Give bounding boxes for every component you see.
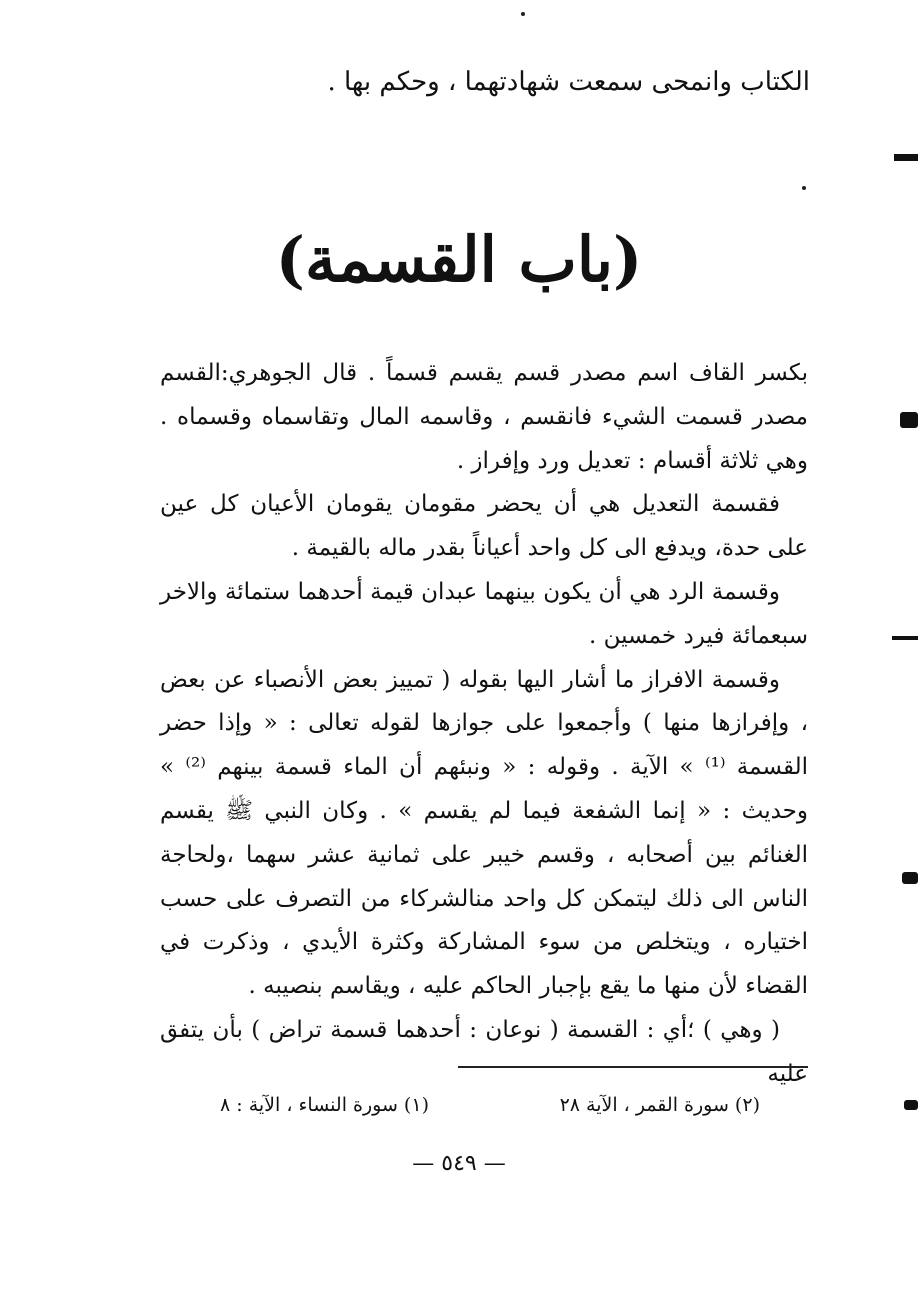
continuation-line: الكتاب وانمحى سمعت شهادتهما ، وحكم بها . <box>327 67 810 97</box>
scan-edge-mark <box>900 412 918 428</box>
paragraph: بكسر القاف اسم مصدر قسم يقسم قسماً . قال الجوهري:القسم مصدر قسمت الشيء فانقسم ، وقاسمه المال وتقاسماه وقسماه . وهي ثلاثة أقسام : تعديل ورد وإفراز . <box>160 360 808 474</box>
scan-edge-mark <box>892 636 918 640</box>
paragraph: فقسمة التعديل هي أن يحضر مقومان يقومان الأعيان كل عين على حدة، ويدفع الى كل واحد أعياناً بقدر ماله بالقيمة . <box>160 491 808 562</box>
paragraph: ( وهي ) ؛أي : القسمة ( نوعان : أحدهما قسمة تراض ) بأن يتفق عليه <box>160 1016 808 1087</box>
paragraph: وقسمة الافراز ما أشار اليها بقوله ( تمييز بعض الأنصباء عن بعض ، وإفرازها منها ) وأجمعوا على جوازها لقوله تعالى : « وإذا حضر القسمة ⁽¹⁾ » الآية . وقوله : « ونبئهم أن الماء قسمة بينهم ⁽²⁾ » وحديث : « إنما الشفعة فيما لم يقسم » . وكان النبي ﷺ يقسم الغنائم بين أصحابه ، وقسم خيبر على ثمانية عشر سهما ،ولحاجة الناس الى ذلك ليتمكن كل واحد منالشركاء من التصرف على حسب اختياره ، ويتخلص من سوء المشاركة وكثرة الأيدي ، وذكرت في القضاء لأن منها ما يقع بإجبار الحاكم عليه ، ويقاسم بنصيبه . <box>160 666 808 1000</box>
footnote-divider <box>458 1066 808 1068</box>
footnote: (١) سورة النساء ، الآية : ٨ <box>220 1094 429 1116</box>
paragraph: وقسمة الرد هي أن يكون بينهما عبدان قيمة أحدهما ستمائة والاخر سبعمائة فيرد خمسين . <box>160 578 808 649</box>
scan-edge-mark <box>894 154 918 161</box>
chapter-title: (باب القسمة) <box>275 223 643 296</box>
scan-speck <box>521 12 525 16</box>
footnotes <box>220 1088 760 1122</box>
scan-speck <box>802 186 806 190</box>
scan-edge-mark <box>904 1100 918 1110</box>
footnote: (٢) سورة القمر ، الآية ٢٨ <box>559 1094 760 1116</box>
page-number: — ٥٤٩ — <box>412 1151 506 1176</box>
body-text <box>160 352 808 1097</box>
scan-edge-mark <box>902 872 918 884</box>
